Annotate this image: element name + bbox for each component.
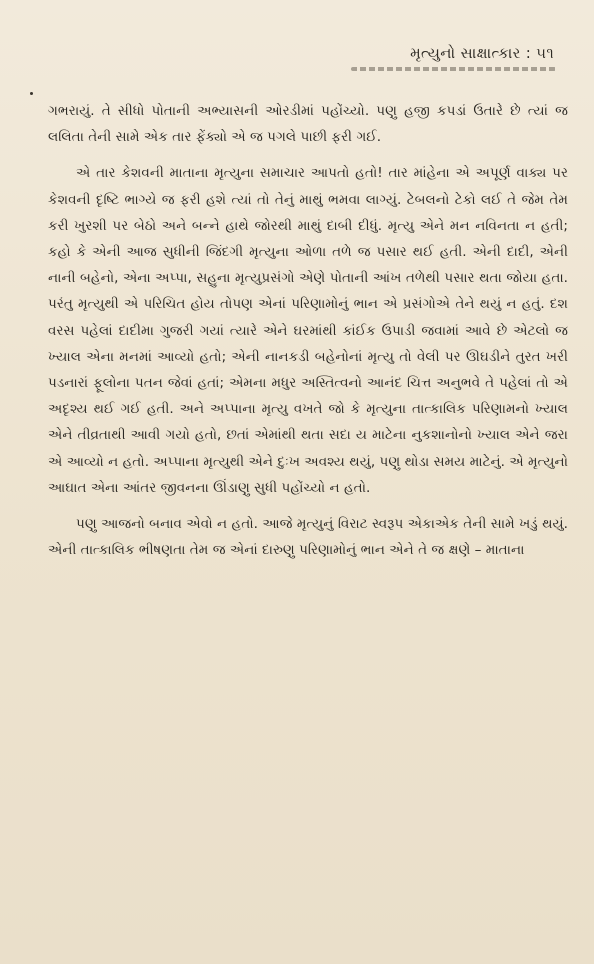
margin-dot-mark [30,92,33,95]
running-header: મૃત્યુનો સાક્ષાત્કાર : ૫૧ [410,44,554,62]
header-underline [351,67,556,71]
paragraph-3: પણુ આજનો બનાવ એવો ન હતો. આજે મૃત્યુનું વિરાટ સ્વરૂપ એકાએક તેની સામે ખડું થયું. એની તાત્કાલિક ભીષણતા તેમ જ એનાં દારુણુ પરિણામોનું ભાન એને તે જ ક્ષણે – માતાના [48,516,568,559]
paragraph-2: એ તાર કેશવની માતાના મૃત્યુના સમાચાર આપતો હતો! તાર માંહેના એ અપૂર્ણ વાક્ય પર કેશવની દૃષ્ટિ ભાગ્યે જ ફરી હશે ત્યાં તો તેનું માથું ભમવા લાગ્યું. ટેબલનો ટેકો લઈ તે જેમ તેમ કરી ખુરશી પર બેઠો અને બન્ને હાથે જોરથી માથું દાબી દીધું. મૃત્યુ એને મન નવિનતા ન હતી; કહો કે એની આજ સુધીની જિંદગી મૃત્યુના ઓળા તળે જ પસાર થઈ હતી. એની દાદી, એની નાની બહેનો, એના અપ્પા, સહુના મૃત્યુપ્રસંગો એણે પોતાની આંખ તળેથી પસાર થતા જોયા હતા. પરંતુ મૃત્યુથી એ પરિચિત હોય તોપણ એનાં પરિણામોનું ભાન એ પ્રસંગોએ તેને થયું ન હતું. દશ વરસ પહેલાં દાદીમા ગુજરી ગયાં ત્યારે એને ઘરમાંથી કાંઈક ઉપાડી જવામાં આવે છે એટલો જ ખ્યાલ એના મનમાં આવ્યો હતો; એની નાનકડી બહેનોનાં મૃત્યુ તો વેલી પર ઊઘડીને તુરત ખરી પડનારાં ફૂલોના પતન જેવાં હતાં; એમના મધુર અસ્તિત્વનો આનંદ ચિત્ત અનુભવે તે પહેલાં તો એ અદૃશ્ય થઈ ગઈ હતી. અને અપ્પાના મૃત્યુ વખતે જો કે મૃત્યુના તાત્કાલિક પરિણામનો ખ્યાલ એને તીવ્રતાથી આવી ગયો હતો, છતાં એમાંથી થતા સદા ય માટેના નુકશાનોનો ખ્યાલ એને જરા એ આવ્યો ન હતો. અપ્પાના મૃત્યુથી એને દુઃખ અવશ્ય થયું, પણુ થોડા સમય માટેનું. એ મૃત્યુનો આઘાત એના આંતર જીવનના ઊંડાણુ સુધી પહોંચ્યો ન હતો. [48,165,568,496]
body-text [48,98,568,563]
paragraph-1: ગભરાયું. તે સીધો પોતાની અભ્યાસની ઓરડીમાં પહોંચ્યો. પણુ હજી કપડાં ઉતારે છે ત્યાં જ લલિતા તેની સામે એક તાર ફેંક્યો એ જ પગલે પાછી ફરી ગઈ. [48,103,568,146]
